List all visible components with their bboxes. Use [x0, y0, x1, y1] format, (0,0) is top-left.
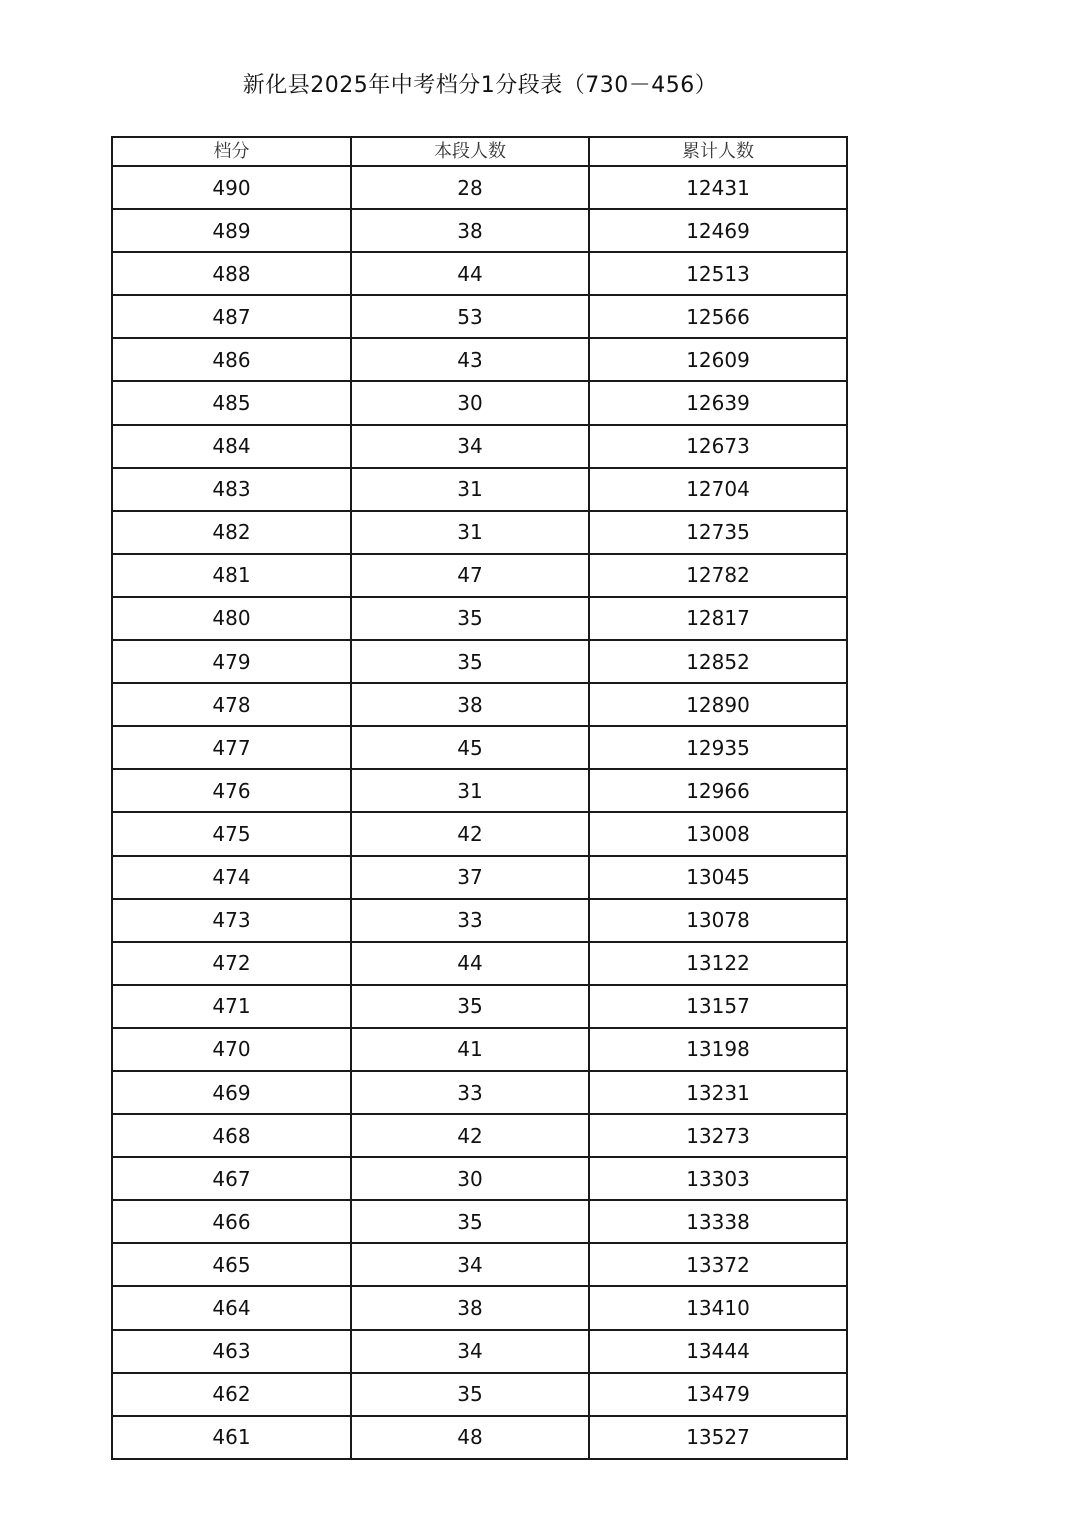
cell-segment-count: 34: [351, 1243, 589, 1286]
table-row: [112, 425, 847, 468]
table-row: [112, 812, 847, 855]
cell-score: 468: [112, 1114, 351, 1157]
cell-cumulative-count: 13527: [589, 1416, 847, 1459]
cell-cumulative-count: 13157: [589, 985, 847, 1028]
cell-score: 477: [112, 726, 351, 769]
table-row: [112, 381, 847, 424]
cell-cumulative-count: 12673: [589, 425, 847, 468]
cell-score: 465: [112, 1243, 351, 1286]
table-row: [112, 942, 847, 985]
table-row: [112, 769, 847, 812]
cell-cumulative-count: 13444: [589, 1330, 847, 1373]
cell-cumulative-count: 12966: [589, 769, 847, 812]
table-row: [112, 1373, 847, 1416]
cell-score: 484: [112, 425, 351, 468]
cell-cumulative-count: 13338: [589, 1200, 847, 1243]
cell-cumulative-count: 13078: [589, 899, 847, 942]
header-cumulative-count: 累计人数: [589, 137, 847, 166]
cell-segment-count: 35: [351, 985, 589, 1028]
table-row: [112, 468, 847, 511]
cell-segment-count: 48: [351, 1416, 589, 1459]
table-row: [112, 252, 847, 295]
table-header-row: [112, 137, 847, 166]
table-row: [112, 899, 847, 942]
cell-score: 482: [112, 511, 351, 554]
cell-segment-count: 44: [351, 942, 589, 985]
cell-segment-count: 35: [351, 1373, 589, 1416]
table-row: [112, 726, 847, 769]
cell-score: 480: [112, 597, 351, 640]
cell-cumulative-count: 13410: [589, 1286, 847, 1329]
page-title: 新化县2025年中考档分1分段表（730－456）: [242, 73, 718, 98]
cell-segment-count: 33: [351, 1071, 589, 1114]
cell-segment-count: 35: [351, 640, 589, 683]
header-score: 档分: [112, 137, 351, 166]
cell-score: 489: [112, 209, 351, 252]
cell-cumulative-count: 12890: [589, 683, 847, 726]
cell-cumulative-count: 12566: [589, 295, 847, 338]
score-distribution-table: [111, 136, 848, 1460]
header-segment-count: 本段人数: [351, 137, 589, 166]
cell-score: 472: [112, 942, 351, 985]
cell-segment-count: 31: [351, 769, 589, 812]
cell-segment-count: 30: [351, 1157, 589, 1200]
cell-score: 488: [112, 252, 351, 295]
cell-score: 479: [112, 640, 351, 683]
cell-cumulative-count: 12513: [589, 252, 847, 295]
table-row: [112, 856, 847, 899]
cell-cumulative-count: 13372: [589, 1243, 847, 1286]
cell-cumulative-count: 12704: [589, 468, 847, 511]
cell-segment-count: 34: [351, 425, 589, 468]
cell-score: 476: [112, 769, 351, 812]
cell-cumulative-count: 13479: [589, 1373, 847, 1416]
cell-cumulative-count: 13045: [589, 856, 847, 899]
cell-cumulative-count: 13303: [589, 1157, 847, 1200]
cell-score: 483: [112, 468, 351, 511]
table-row: [112, 511, 847, 554]
table-row: [112, 338, 847, 381]
cell-segment-count: 47: [351, 554, 589, 597]
cell-score: 470: [112, 1028, 351, 1071]
cell-cumulative-count: 12852: [589, 640, 847, 683]
table-row: [112, 209, 847, 252]
table-row: [112, 166, 847, 209]
cell-cumulative-count: 12639: [589, 381, 847, 424]
table-row: [112, 554, 847, 597]
cell-cumulative-count: 13198: [589, 1028, 847, 1071]
cell-cumulative-count: 12782: [589, 554, 847, 597]
cell-cumulative-count: 12469: [589, 209, 847, 252]
cell-score: 474: [112, 856, 351, 899]
cell-score: 463: [112, 1330, 351, 1373]
cell-segment-count: 38: [351, 209, 589, 252]
cell-segment-count: 41: [351, 1028, 589, 1071]
cell-cumulative-count: 12817: [589, 597, 847, 640]
cell-segment-count: 31: [351, 468, 589, 511]
cell-segment-count: 35: [351, 597, 589, 640]
table-row: [112, 1416, 847, 1459]
table-row: [112, 1286, 847, 1329]
cell-segment-count: 34: [351, 1330, 589, 1373]
cell-score: 467: [112, 1157, 351, 1200]
cell-cumulative-count: 12935: [589, 726, 847, 769]
cell-segment-count: 53: [351, 295, 589, 338]
cell-score: 486: [112, 338, 351, 381]
table-body: [112, 166, 847, 1459]
cell-segment-count: 28: [351, 166, 589, 209]
cell-score: 464: [112, 1286, 351, 1329]
table-row: [112, 1071, 847, 1114]
cell-cumulative-count: 13008: [589, 812, 847, 855]
cell-segment-count: 42: [351, 1114, 589, 1157]
cell-segment-count: 35: [351, 1200, 589, 1243]
cell-score: 487: [112, 295, 351, 338]
cell-score: 462: [112, 1373, 351, 1416]
table-row: [112, 1200, 847, 1243]
cell-score: 466: [112, 1200, 351, 1243]
table-row: [112, 1330, 847, 1373]
cell-segment-count: 33: [351, 899, 589, 942]
table-row: [112, 295, 847, 338]
cell-segment-count: 44: [351, 252, 589, 295]
cell-cumulative-count: 12609: [589, 338, 847, 381]
cell-segment-count: 42: [351, 812, 589, 855]
cell-segment-count: 43: [351, 338, 589, 381]
cell-score: 490: [112, 166, 351, 209]
cell-score: 471: [112, 985, 351, 1028]
cell-segment-count: 30: [351, 381, 589, 424]
cell-segment-count: 31: [351, 511, 589, 554]
cell-segment-count: 38: [351, 683, 589, 726]
cell-score: 461: [112, 1416, 351, 1459]
cell-cumulative-count: 13122: [589, 942, 847, 985]
cell-segment-count: 38: [351, 1286, 589, 1329]
table-row: [112, 1157, 847, 1200]
cell-score: 481: [112, 554, 351, 597]
cell-score: 478: [112, 683, 351, 726]
table-row: [112, 1028, 847, 1071]
cell-score: 485: [112, 381, 351, 424]
cell-score: 473: [112, 899, 351, 942]
cell-segment-count: 37: [351, 856, 589, 899]
cell-segment-count: 45: [351, 726, 589, 769]
cell-cumulative-count: 12431: [589, 166, 847, 209]
cell-cumulative-count: 13273: [589, 1114, 847, 1157]
cell-score: 469: [112, 1071, 351, 1114]
table-row: [112, 683, 847, 726]
cell-cumulative-count: 13231: [589, 1071, 847, 1114]
table-row: [112, 640, 847, 683]
table-row: [112, 1114, 847, 1157]
cell-score: 475: [112, 812, 351, 855]
table-row: [112, 597, 847, 640]
cell-cumulative-count: 12735: [589, 511, 847, 554]
table-row: [112, 1243, 847, 1286]
table-row: [112, 985, 847, 1028]
